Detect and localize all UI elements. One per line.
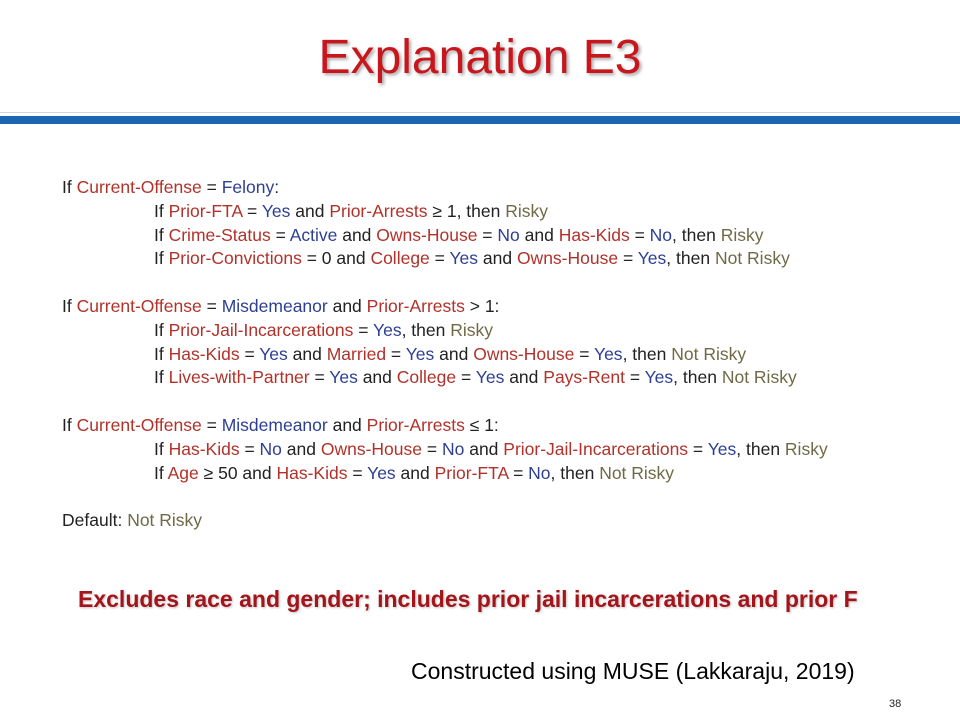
rule-value: Yes xyxy=(637,248,667,269)
rule-value: Yes xyxy=(449,248,478,269)
rule-value: No xyxy=(441,438,465,459)
rule-text: and xyxy=(337,224,377,245)
rule-text: = 0 and xyxy=(301,248,371,269)
rule-value: Yes xyxy=(594,343,623,364)
rule-text: = xyxy=(347,462,368,483)
rule-text: and xyxy=(434,343,474,364)
rule-attribute: Owns-House xyxy=(376,224,478,245)
rule-text: = xyxy=(270,224,290,245)
rule-text: = xyxy=(239,438,260,459)
rule-text: If xyxy=(62,414,77,435)
rule-attribute: Prior-FTA xyxy=(168,200,243,221)
rule-outcome: Risky xyxy=(505,200,549,221)
rule-text: = xyxy=(477,224,498,245)
rule-text: ≤ 1: xyxy=(464,414,499,435)
rule-attribute: Has-Kids xyxy=(558,224,630,245)
rule-text: = xyxy=(456,367,476,388)
rule-text: = xyxy=(422,438,442,459)
rule-text: and xyxy=(395,462,435,483)
rule-text: and xyxy=(464,438,504,459)
rule-value: Yes xyxy=(261,200,291,221)
rule-condition-line xyxy=(62,343,942,367)
rule-outcome: Not Risky xyxy=(599,462,675,483)
rule-text: If xyxy=(154,248,169,269)
rule-attribute: College xyxy=(396,367,457,388)
rule-text: If xyxy=(62,295,77,316)
rule-outcome: Not Risky xyxy=(671,343,747,364)
rule-condition-line xyxy=(62,366,942,390)
rule-value: No xyxy=(259,438,282,459)
rule-text: ≥ 1, then xyxy=(427,200,506,221)
rule-text: If xyxy=(154,200,169,221)
rule-text: If xyxy=(154,319,169,340)
page-number: 38 xyxy=(889,698,902,710)
rule-spacer xyxy=(62,485,942,509)
rule-attribute: Current-Offense xyxy=(76,295,202,316)
rule-attribute: College xyxy=(370,248,430,269)
rule-value: No xyxy=(649,224,673,245)
rule-condition-line xyxy=(62,438,942,462)
rule-outcome: Risky xyxy=(450,319,494,340)
rule-text: = xyxy=(201,177,222,197)
rule-header-line xyxy=(62,509,942,533)
rule-outcome: Not Risky xyxy=(721,367,797,388)
rule-text: If xyxy=(154,343,169,364)
rule-value: Yes xyxy=(367,462,396,483)
rule-text: If xyxy=(62,177,77,197)
rule-text: and xyxy=(287,343,327,364)
rule-attribute: Has-Kids xyxy=(276,462,348,483)
rule-value: Yes xyxy=(259,343,288,364)
rule-attribute: Prior-Arrests xyxy=(366,295,465,316)
rule-text: = xyxy=(201,414,222,435)
title-divider-light xyxy=(0,112,960,113)
rule-outcome: Not Risky xyxy=(127,510,203,531)
citation: Constructed using MUSE (Lakkaraju, 2019) xyxy=(411,658,855,684)
rule-spacer xyxy=(62,390,942,414)
rule-value: Yes xyxy=(405,343,435,364)
rule-text: Default: xyxy=(62,510,128,531)
rule-outcome: Not Risky xyxy=(714,248,790,269)
rule-outcome: Risky xyxy=(720,224,764,245)
rule-attribute: Age xyxy=(167,462,199,483)
rule-text: , then xyxy=(666,248,715,269)
rule-text: = xyxy=(429,248,450,269)
rule-text: If xyxy=(154,438,169,459)
rule-text: , then xyxy=(550,462,600,483)
rule-text: and xyxy=(327,414,367,435)
rule-value: No xyxy=(528,462,551,483)
rule-text: , then xyxy=(622,343,672,364)
rule-attribute: Married xyxy=(326,343,387,364)
decision-rules-list xyxy=(62,176,942,533)
rule-condition-line xyxy=(62,247,942,271)
rule-text: = xyxy=(242,200,262,221)
rule-attribute: Crime-Status xyxy=(168,224,271,245)
title-divider-bar xyxy=(0,116,960,124)
rule-text: > 1: xyxy=(464,295,500,316)
rule-text: = xyxy=(201,295,222,316)
rule-header-line xyxy=(62,176,942,200)
rule-value: Felony xyxy=(221,177,275,197)
rule-value: No xyxy=(497,224,520,245)
rule-text: If xyxy=(154,462,168,483)
rule-condition-line xyxy=(62,462,942,486)
rule-attribute: Owns-House xyxy=(516,248,619,269)
rule-value: Yes xyxy=(644,367,674,388)
rule-text: = xyxy=(508,462,529,483)
rule-value: Yes xyxy=(373,319,402,340)
rule-value: Yes xyxy=(329,367,358,388)
rule-value: Yes xyxy=(475,367,505,388)
rule-value: Misdemeanor xyxy=(221,414,328,435)
rule-value: Misdemeanor xyxy=(221,295,328,316)
slide-title: Explanation E3 xyxy=(318,31,642,84)
rule-attribute: Has-Kids xyxy=(168,343,240,364)
rule-text: and xyxy=(519,224,559,245)
rule-text: and xyxy=(290,200,330,221)
rule-text: = xyxy=(629,224,650,245)
rule-value: Yes xyxy=(707,438,737,459)
rule-text: = xyxy=(353,319,374,340)
rule-condition-line xyxy=(62,319,942,343)
rule-attribute: Prior-Arrests xyxy=(366,414,465,435)
rule-attribute: Has-Kids xyxy=(168,438,240,459)
rule-text: = xyxy=(386,343,406,364)
rule-attribute: Owns-House xyxy=(473,343,575,364)
rule-text: and xyxy=(357,367,397,388)
rule-text: , then xyxy=(673,367,722,388)
rule-attribute: Lives-with-Partner xyxy=(168,367,310,388)
rule-attribute: Prior-Arrests xyxy=(329,200,428,221)
rule-value: Active xyxy=(289,224,338,245)
rule-text: If xyxy=(154,224,169,245)
rule-text: , then xyxy=(401,319,451,340)
rule-header-line xyxy=(62,295,942,319)
rule-attribute: Prior-Jail-Incarcerations xyxy=(168,319,354,340)
rule-attribute: Prior-Convictions xyxy=(168,248,302,269)
rule-text: , then xyxy=(736,438,785,459)
rule-attribute: Pays-Rent xyxy=(543,367,625,388)
rule-text: ≥ 50 and xyxy=(198,462,277,483)
rule-text: and xyxy=(281,438,321,459)
rule-text: = xyxy=(624,367,645,388)
rule-attribute: Owns-House xyxy=(320,438,423,459)
rule-attribute: Prior-FTA xyxy=(434,462,509,483)
rule-condition-line xyxy=(62,200,942,224)
rule-text: = xyxy=(688,438,708,459)
rule-text: = xyxy=(574,343,594,364)
rule-text: and xyxy=(504,367,544,388)
rule-text: If xyxy=(154,367,169,388)
rule-attribute: Current-Offense xyxy=(76,414,202,435)
rule-text: , then xyxy=(672,224,721,245)
rule-text: and xyxy=(327,295,367,316)
rule-attribute: Current-Offense xyxy=(76,177,202,197)
rule-spacer xyxy=(62,271,942,295)
rule-header-line xyxy=(62,414,942,438)
rule-text: = xyxy=(239,343,260,364)
rule-text: : xyxy=(274,177,280,197)
rule-attribute: Prior-Jail-Incarcerations xyxy=(503,438,689,459)
summary-note: Excludes race and gender; includes prior jail incarcerations and prior F xyxy=(78,586,858,612)
rule-text: = xyxy=(618,248,638,269)
rule-text: and xyxy=(478,248,517,269)
rule-text: = xyxy=(309,367,330,388)
rule-condition-line xyxy=(62,224,942,248)
rule-outcome: Risky xyxy=(784,438,828,459)
